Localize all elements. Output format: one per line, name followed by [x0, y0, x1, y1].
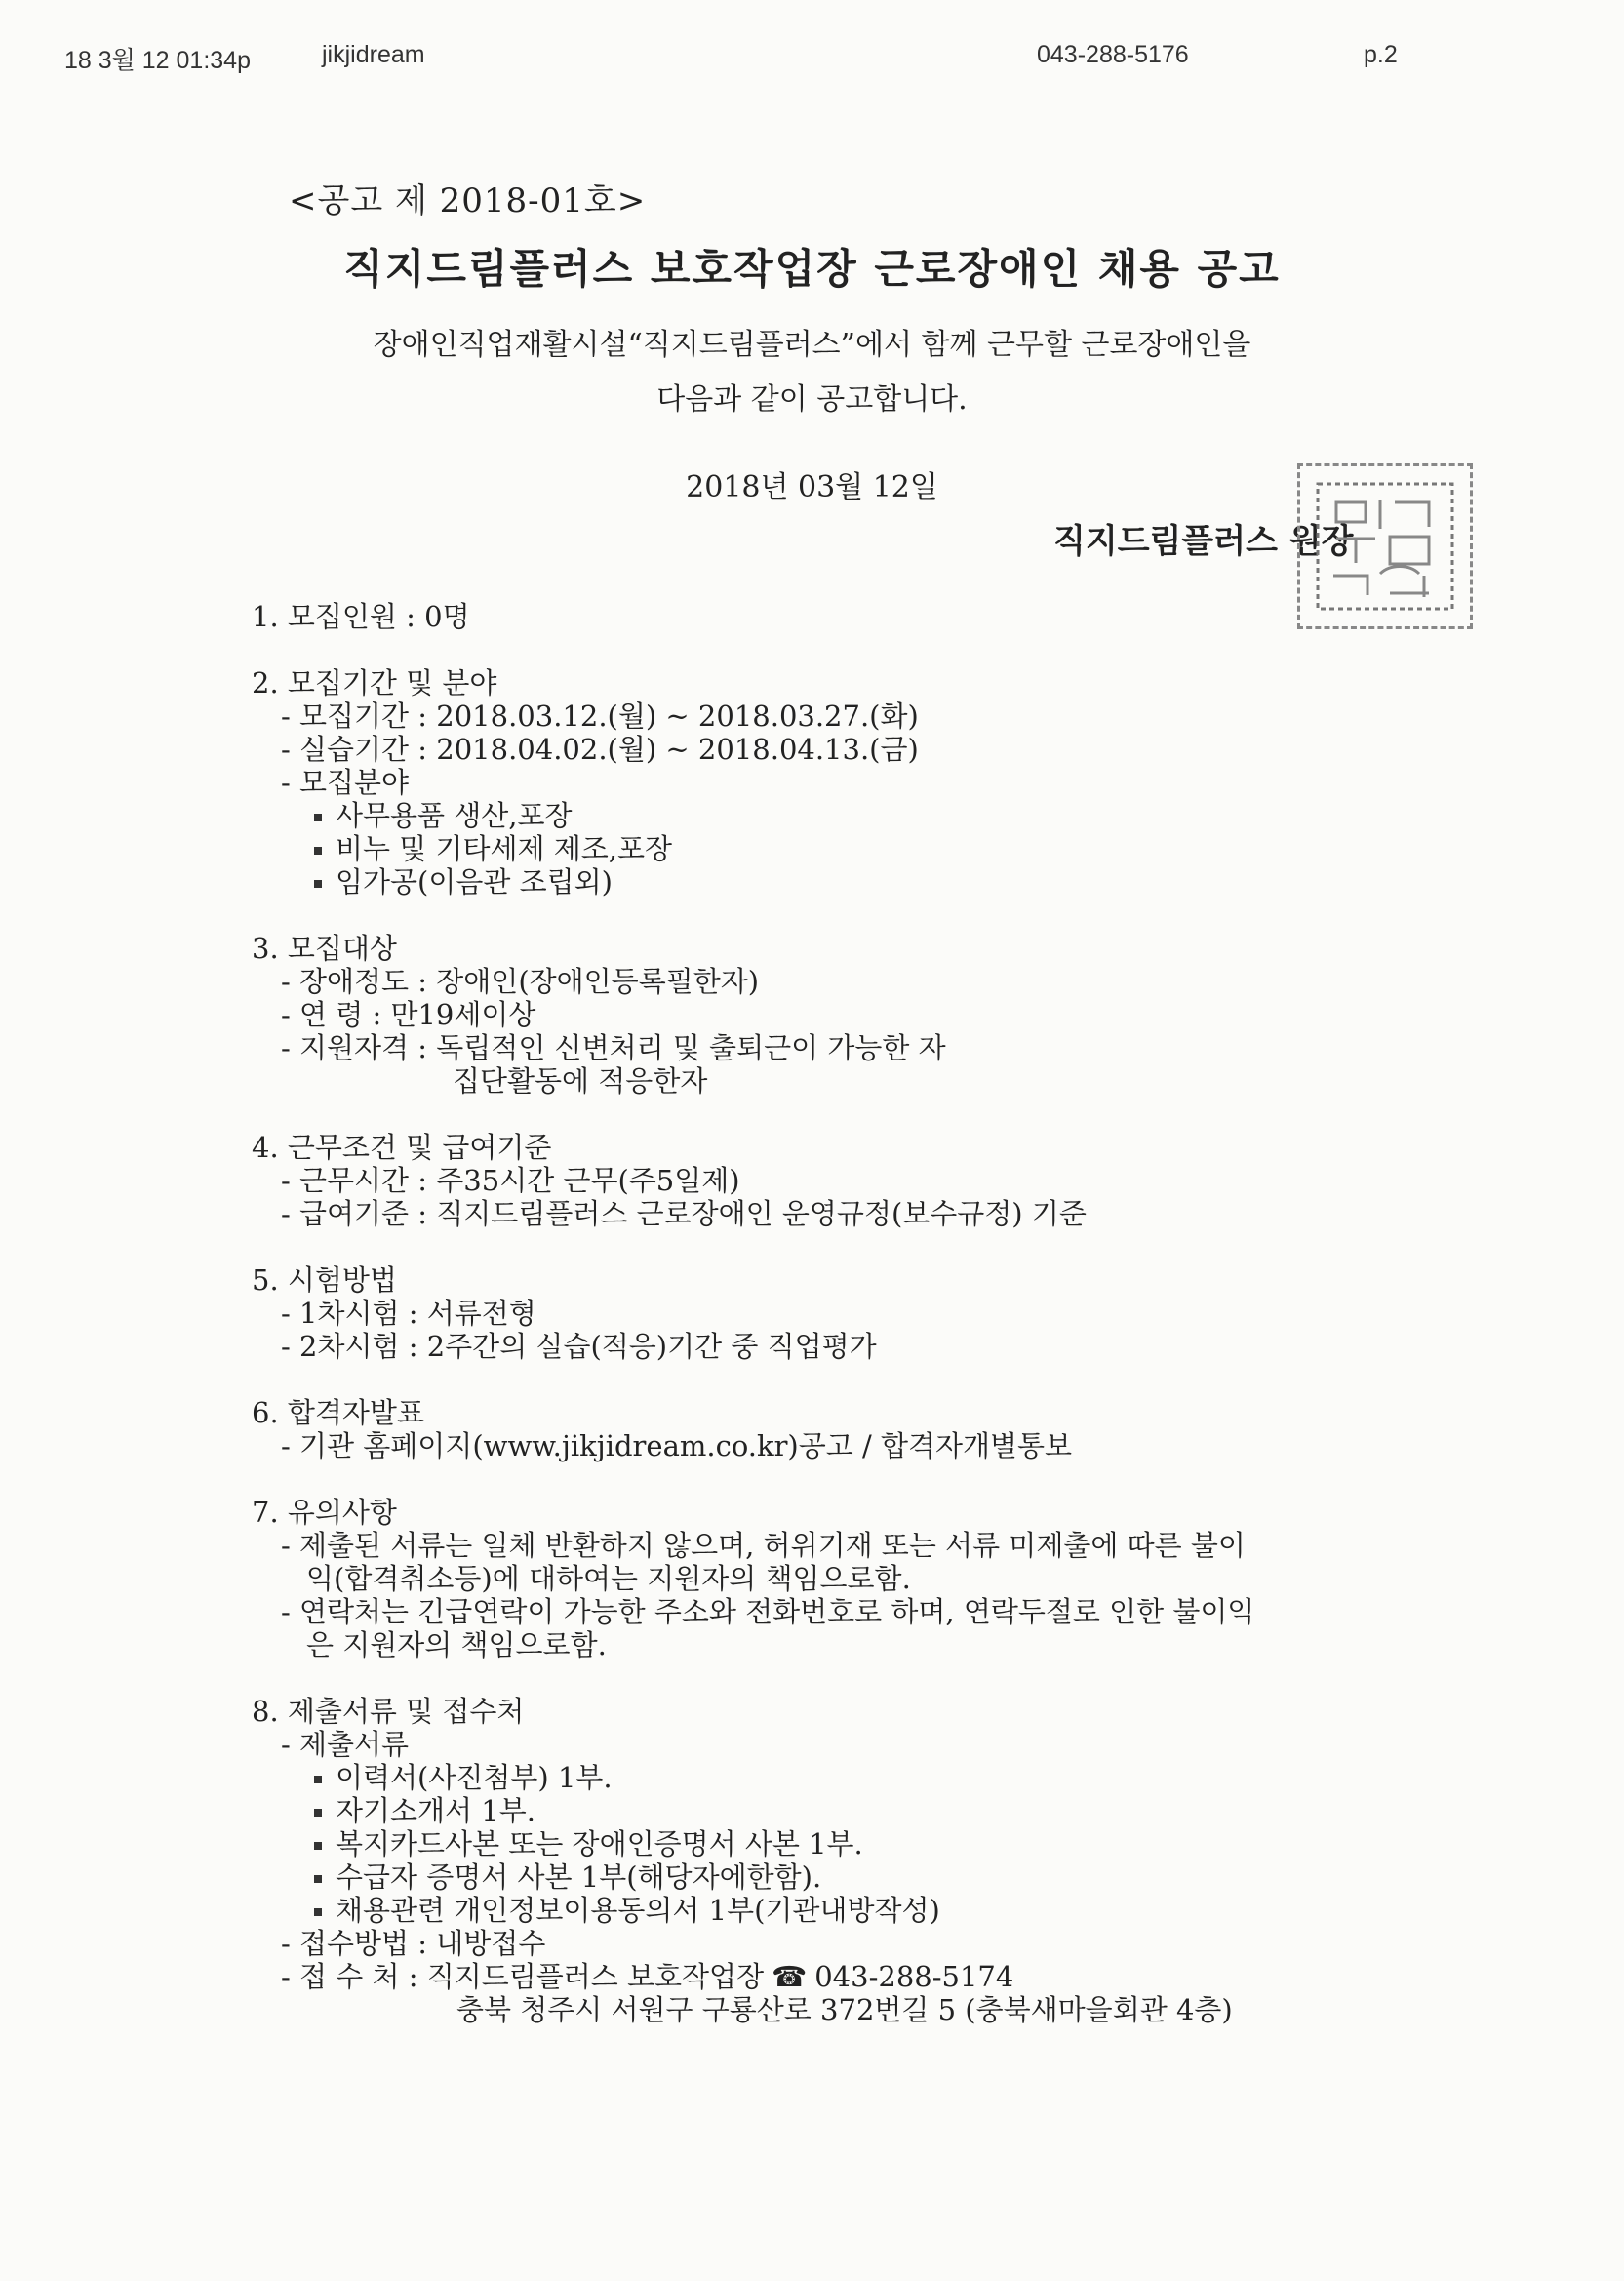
- bullet-icon: [314, 1776, 322, 1783]
- section-title: 8. 제출서류 및 접수처: [252, 1695, 525, 1728]
- bullet-icon: [314, 1842, 322, 1850]
- bullet-icon: [314, 880, 322, 888]
- section-period-field: [252, 666, 1403, 899]
- phone-icon: ☎: [772, 1960, 808, 1993]
- note-1-cont: 익(합격취소등)에 대하여는 지원자의 책임으로함.: [306, 1562, 911, 1595]
- section-submission: [252, 1695, 1403, 2026]
- submission-method: - 접수방법 : 내방접수: [281, 1927, 546, 1960]
- bullet-icon: [314, 1809, 322, 1817]
- seal-icon: [1312, 478, 1458, 615]
- document-title: 직지드림플러스 보호작업장 근로장애인 채용 공고: [343, 245, 1281, 293]
- section-title: 7. 유의사항: [252, 1496, 397, 1529]
- fax-timestamp: 18 3월 12 01:34p: [64, 47, 251, 74]
- section-notes: [252, 1496, 1403, 1661]
- first-exam: - 1차시험 : 서류전형: [281, 1297, 536, 1330]
- section-announcement: [252, 1396, 1403, 1462]
- submission-place: - 접 수 처 : 직지드림플러스 보호작업장 ☎ 043-288-5174: [281, 1960, 1014, 1993]
- fax-phone: 043-288-5176: [1037, 41, 1189, 68]
- signer: 직지드림플러스 원장: [1053, 522, 1354, 561]
- list-item: 수급자 증명서 사본 1부(해당자에한함).: [252, 1861, 1403, 1894]
- list-item: 이력서(사진첨부) 1부.: [252, 1761, 1403, 1794]
- document-body: [252, 600, 1403, 2060]
- note-1: - 제출된 서류는 일체 반환하지 않으며, 허위기재 또는 서류 미제출에 따른 불이: [281, 1529, 1246, 1562]
- list-item: 사무용품 생산,포장: [252, 799, 1403, 832]
- submission-address: 충북 청주시 서원구 구룡산로 372번길 5 (충북새마을회관 4층): [456, 1993, 1233, 2026]
- age-requirement: - 연 령 : 만19세이상: [281, 998, 536, 1031]
- bullet-icon: [314, 1875, 322, 1883]
- section-title: 5. 시험방법: [252, 1263, 397, 1297]
- list-item: 자기소개서 1부.: [252, 1794, 1403, 1827]
- disability-level: - 장애정도 : 장애인(장애인등록필한자): [281, 965, 760, 998]
- section-title: 1. 모집인원 : 0명: [252, 600, 470, 633]
- qualification: - 지원자격 : 독립적인 신변처리 및 출퇴근이 가능한 자: [281, 1031, 946, 1064]
- section-recruit-count: [252, 600, 1403, 633]
- list-item: 비누 및 기타세제 제조,포장: [252, 832, 1403, 865]
- section-title: 2. 모집기간 및 분야: [252, 666, 497, 700]
- list-item: 복지카드사본 또는 장애인증명서 사본 1부.: [252, 1827, 1403, 1861]
- section-target: [252, 932, 1403, 1098]
- section-title: 6. 합격자발표: [252, 1396, 424, 1429]
- note-2: - 연락처는 긴급연락이 가능한 주소와 전화번호로 하며, 연락두절로 인한 불이익: [281, 1595, 1255, 1628]
- fax-sender: jikjidream: [322, 41, 425, 68]
- field-label: - 모집분야: [281, 766, 410, 799]
- intro-line-1: 장애인직업재활시설“직지드림플러스”에서 함께 근무할 근로장애인을: [373, 328, 1251, 362]
- announcement-line: - 기관 홈페이지(www.jikjidream.co.kr)공고 / 합격자개별통보: [281, 1429, 1073, 1462]
- section-title: 3. 모집대상: [252, 932, 397, 965]
- section-title: 4. 근무조건 및 급여기준: [252, 1131, 552, 1164]
- salary-standard: - 급여기준 : 직지드림플러스 근로장애인 운영규정(보수규정) 기준: [281, 1197, 1087, 1230]
- second-exam: - 2차시험 : 2주간의 실습(적응)기간 중 직업평가: [281, 1330, 877, 1363]
- notice-number: <공고 제 2018-01호>: [289, 181, 647, 220]
- bullet-icon: [314, 1908, 322, 1916]
- list-item: 임가공(이음관 조립외): [252, 865, 1403, 899]
- fax-header: [0, 41, 1624, 80]
- document-date: 2018년 03월 12일: [686, 470, 938, 504]
- recruit-period: - 모집기간 : 2018.03.12.(월) ~ 2018.03.27.(화): [281, 700, 919, 733]
- note-2-cont: 은 지원자의 책임으로함.: [306, 1628, 607, 1661]
- intro-line-2: 다음과 같이 공고합니다.: [656, 382, 968, 417]
- docs-label: - 제출서류: [281, 1728, 410, 1761]
- bullet-icon: [314, 847, 322, 855]
- place-phone: 043-288-5174: [814, 1960, 1014, 1993]
- fax-page-number: p.2: [1364, 41, 1398, 68]
- work-hours: - 근무시간 : 주35시간 근무(주5일제): [281, 1164, 740, 1197]
- bullet-icon: [314, 814, 322, 821]
- list-item: 채용관련 개인정보이용동의서 1부(기관내방작성): [252, 1894, 1403, 1927]
- section-conditions: [252, 1131, 1403, 1230]
- section-exam: [252, 1263, 1403, 1363]
- qualification-cont: 집단활동에 적응한자: [453, 1064, 708, 1098]
- training-period: - 실습기간 : 2018.04.02.(월) ~ 2018.04.13.(금): [281, 733, 919, 766]
